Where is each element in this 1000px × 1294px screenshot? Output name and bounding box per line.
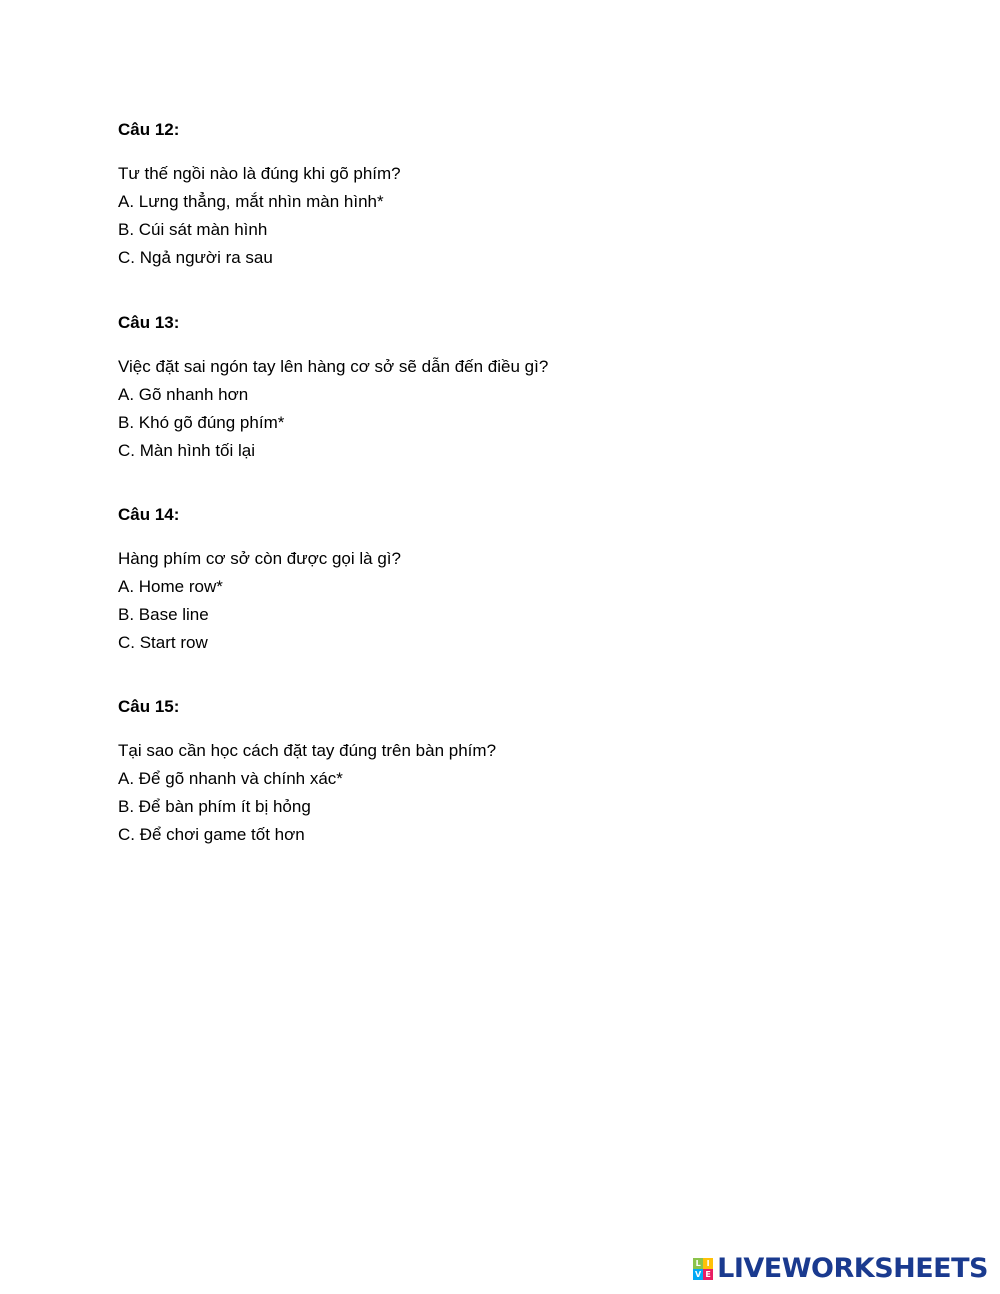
question-14 bbox=[118, 505, 818, 657]
answer-option-b: B. Cúi sát màn hình bbox=[118, 220, 268, 239]
question-heading: Câu 15: bbox=[118, 697, 180, 716]
question-12 bbox=[118, 120, 818, 272]
answer-option-b: B. Khó gõ đúng phím* bbox=[118, 413, 285, 432]
brand-name: LIVEWORKSHEETS bbox=[717, 1253, 988, 1284]
question-text: Tại sao cần học cách đặt tay đúng trên bàn phím? bbox=[118, 741, 497, 760]
question-15 bbox=[118, 697, 818, 849]
logo-letter: I bbox=[703, 1258, 713, 1269]
question-text: Việc đặt sai ngón tay lên hàng cơ sở sẽ dẫn đến điều gì? bbox=[118, 357, 549, 376]
answer-option-c: C. Ngả người ra sau bbox=[118, 248, 273, 267]
liveworksheets-logo-icon bbox=[693, 1258, 713, 1280]
question-text: Tư thế ngồi nào là đúng khi gõ phím? bbox=[118, 164, 401, 183]
answer-option-c: C. Màn hình tối lại bbox=[118, 441, 256, 460]
question-heading: Câu 12: bbox=[118, 120, 180, 139]
question-13 bbox=[118, 313, 818, 465]
logo-letter: V bbox=[695, 1270, 702, 1279]
answer-option-a: A. Home row* bbox=[118, 577, 223, 596]
answer-option-c: C. Để chơi game tốt hơn bbox=[118, 825, 305, 844]
answer-option-a: A. Gõ nhanh hơn bbox=[118, 385, 249, 404]
question-heading: Câu 13: bbox=[118, 313, 180, 332]
question-text: Hàng phím cơ sở còn được gọi là gì? bbox=[118, 549, 401, 568]
answer-option-a: A. Để gõ nhanh và chính xác* bbox=[118, 769, 343, 788]
answer-option-b: B. Base line bbox=[118, 605, 209, 624]
answer-option-b: B. Để bàn phím ít bị hỏng bbox=[118, 797, 311, 816]
logo-letter: L bbox=[693, 1258, 703, 1269]
answer-option-c: C. Start row bbox=[118, 633, 208, 652]
logo-letter: E bbox=[703, 1269, 713, 1280]
question-heading: Câu 14: bbox=[118, 505, 180, 524]
liveworksheets-brand bbox=[693, 1254, 988, 1284]
answer-option-a: A. Lưng thẳng, mắt nhìn màn hình* bbox=[118, 192, 384, 211]
